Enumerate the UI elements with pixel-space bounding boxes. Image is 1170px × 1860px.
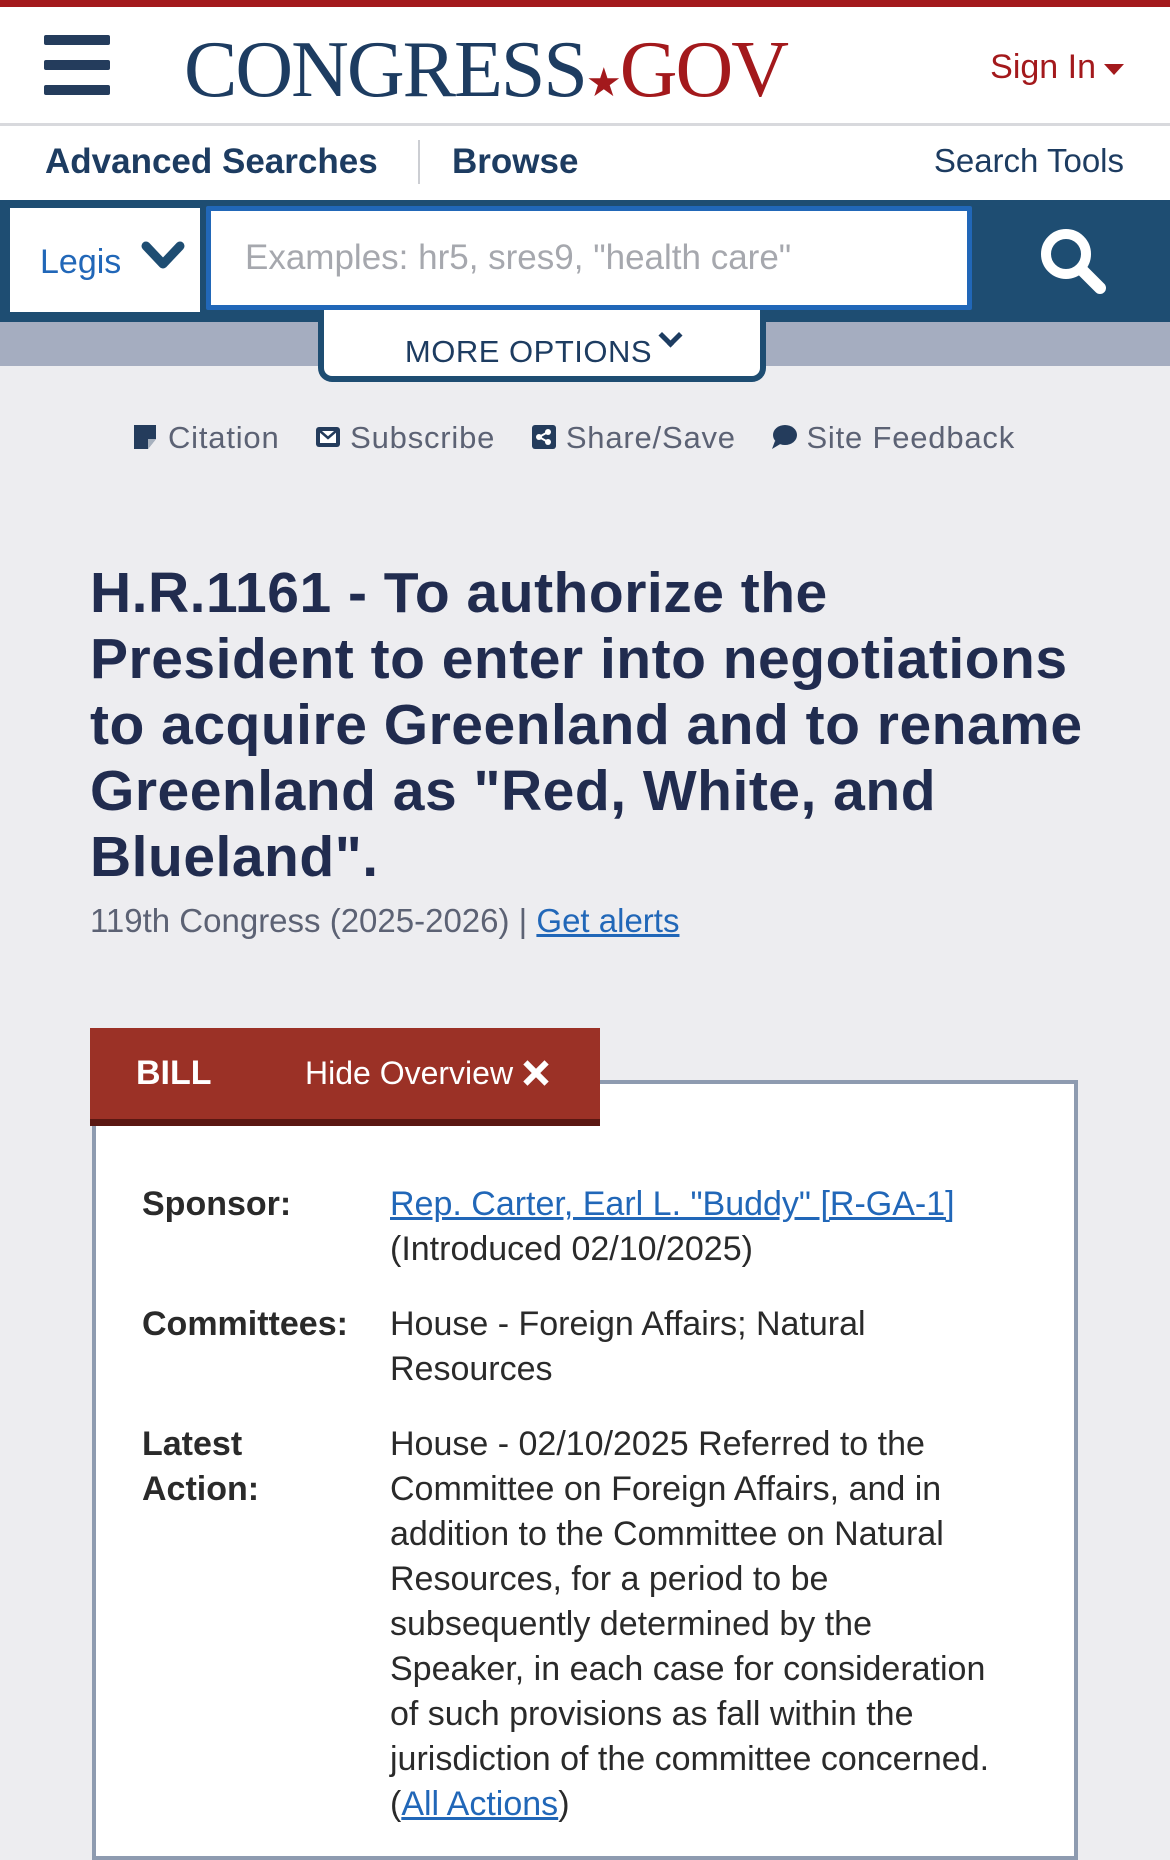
- subscribe-link[interactable]: [314, 420, 495, 456]
- more-options-button[interactable]: [318, 310, 766, 382]
- browse-link[interactable]: Browse: [452, 142, 579, 181]
- top-accent-line: [0, 0, 1170, 7]
- latest-action-text: House - 02/10/2025 Referred to the Committee on Foreign Affairs, and in addition to the Committee on Natural Resources, for a period to be subsequently determined by the Speaker, in each case for consideration of such provisions as fall within the jurisdiction of the committee concerned. (: [390, 1425, 990, 1823]
- search-field-wrapper: [206, 206, 972, 310]
- search-icon: [1038, 226, 1108, 296]
- latest-action-label-line1: Latest: [142, 1425, 243, 1463]
- citation-link[interactable]: [132, 420, 280, 456]
- advanced-searches-link[interactable]: Advanced Searches: [45, 142, 378, 181]
- congress-session-text: 119th Congress (2025-2026) |: [90, 902, 528, 939]
- site-feedback-label: Site Feedback: [806, 420, 1016, 455]
- bill-tab-bar: [90, 1028, 600, 1126]
- citation-icon: [132, 423, 160, 451]
- more-options-label: MORE OPTIONS: [404, 334, 653, 369]
- menu-icon[interactable]: [44, 35, 110, 95]
- congress-session: [90, 902, 679, 940]
- close-icon: [523, 1060, 549, 1086]
- sponsor-value: [390, 1182, 1000, 1272]
- hide-overview-button[interactable]: [305, 1055, 549, 1092]
- share-save-link[interactable]: [530, 420, 736, 456]
- bill-title: H.R.1161 - To authorize the President to enter into negotiations to acquire Greenland and to rename Greenland as "Red, White, and Blueland".: [90, 561, 1083, 889]
- logo-gov-text: GOV: [619, 26, 788, 114]
- search-type-select[interactable]: [10, 208, 200, 312]
- chevron-down-icon: [659, 323, 683, 347]
- site-header: [0, 7, 1170, 126]
- latest-action-value: [390, 1422, 1000, 1827]
- logo-congress-text: CONGRESS: [184, 26, 586, 114]
- logo-star-icon: ★: [585, 60, 620, 105]
- caret-down-icon: [1104, 64, 1124, 75]
- search-tools-link[interactable]: Search Tools: [933, 142, 1124, 179]
- bill-tab[interactable]: BILL: [136, 1054, 212, 1092]
- search-bar: [0, 200, 1170, 322]
- hide-overview-label: Hide Overview: [305, 1055, 514, 1091]
- share-save-label: Share/Save: [565, 420, 736, 455]
- sign-in-label: Sign In: [990, 48, 1096, 86]
- latest-action-label-line2: Action:: [142, 1470, 260, 1508]
- citation-label: Citation: [168, 420, 280, 455]
- site-logo[interactable]: [184, 25, 787, 115]
- site-feedback-link[interactable]: [770, 420, 1015, 456]
- get-alerts-link[interactable]: Get alerts: [536, 902, 680, 939]
- sponsor-link[interactable]: Rep. Carter, Earl L. "Buddy" [R-GA-1]: [390, 1185, 955, 1223]
- envelope-icon: [314, 423, 342, 451]
- nav-divider: [418, 140, 420, 184]
- committees-label: Committees:: [142, 1305, 348, 1343]
- sponsor-introduced: (Introduced 02/10/2025): [390, 1230, 753, 1268]
- committees-value: House - Foreign Affairs; Natural Resources: [390, 1305, 866, 1388]
- search-button[interactable]: [982, 200, 1170, 322]
- sign-in-button[interactable]: [990, 47, 1124, 87]
- subscribe-label: Subscribe: [350, 420, 496, 455]
- latest-action-close-paren: ): [558, 1785, 570, 1823]
- search-input[interactable]: [211, 211, 967, 305]
- comment-icon: [770, 423, 798, 451]
- latest-action-label: [142, 1422, 259, 1512]
- sponsor-label: Sponsor:: [142, 1185, 292, 1223]
- secondary-nav: [0, 126, 1170, 200]
- page-tools: [132, 420, 1041, 460]
- search-type-value: Legis: [40, 243, 122, 281]
- all-actions-link[interactable]: All Actions: [401, 1785, 559, 1823]
- chevron-down-icon: [140, 236, 186, 276]
- share-icon: [530, 423, 558, 451]
